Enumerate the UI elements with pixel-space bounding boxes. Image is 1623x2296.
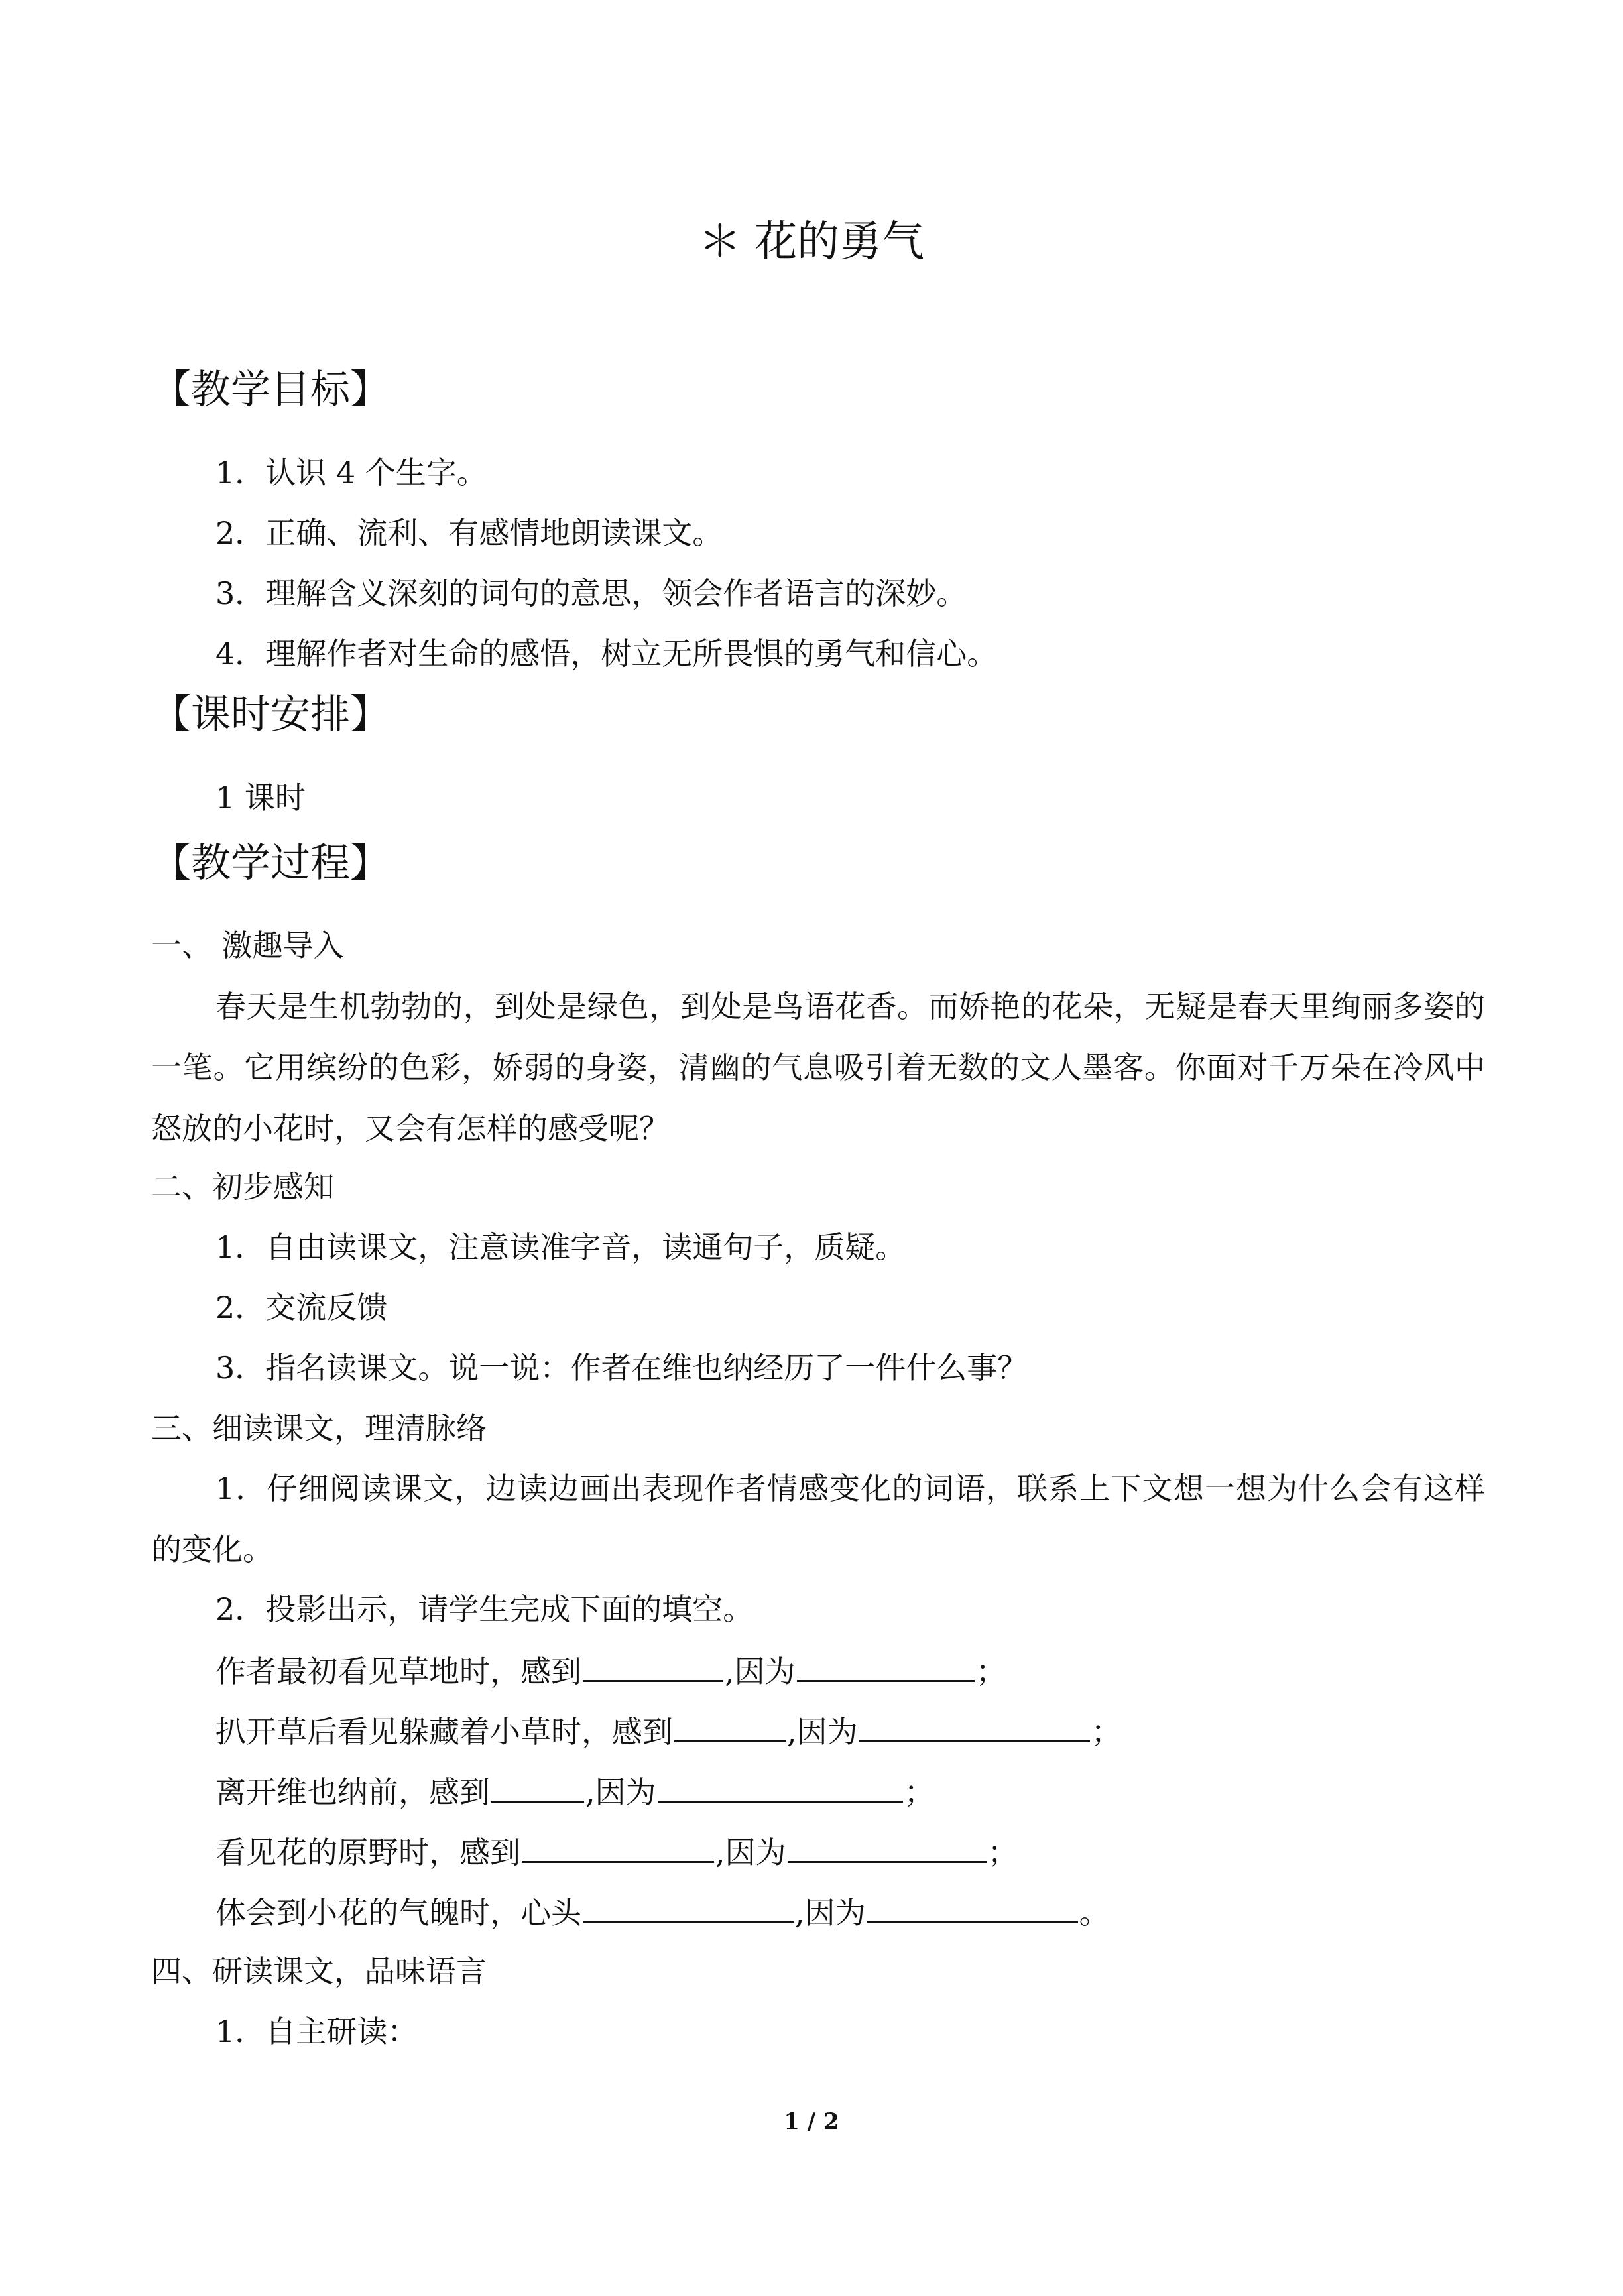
fill-end: ； — [904, 1774, 935, 1810]
section-heading-schedule: 【课时安排】 — [151, 692, 390, 738]
fill-because: ,因为 — [585, 1774, 656, 1810]
part2-item-3: 3．指名读课文。说一说：作者在维也纳经历了一件什么事？ — [215, 1350, 1028, 1386]
part3-title: 三、细读课文，理清脉络 — [151, 1410, 487, 1446]
goal-item-4: 4．理解作者对生命的感悟，树立无所畏惧的勇气和信心。 — [215, 636, 998, 672]
part2-title: 二、初步感知 — [151, 1169, 334, 1205]
fill-prefix: 看见花的原野时，感到 — [215, 1835, 520, 1870]
fill-blank — [583, 1891, 794, 1923]
part1-paragraph: 春天是生机勃勃的，到处是绿色，到处是鸟语花香。而娇艳的花朵，无疑是春天里绚丽多姿的一笔。它用缤纷的色彩，娇弱的身姿，清幽的气息吸引着无数的文人墨客。你面对千万朵在冷风中怒放的小花时，又会有怎样的感受呢？ — [151, 989, 1485, 1146]
part4-item-1: 1．自主研读： — [215, 2014, 418, 2049]
section-heading-process: 【教学过程】 — [151, 840, 390, 886]
goal-item-2: 2．正确、流利、有感情地朗读课文。 — [215, 515, 723, 551]
page-title: ＊ 花的勇气 — [698, 217, 925, 267]
fill-blank — [859, 1710, 1090, 1742]
fill-line-4 — [215, 1831, 1018, 1872]
fill-blank — [491, 1770, 584, 1803]
fill-blank — [658, 1770, 903, 1803]
fill-line-3 — [215, 1770, 935, 1812]
page-number: 1 / 2 — [784, 2108, 839, 2135]
fill-prefix: 作者最初看见草地时，感到 — [215, 1654, 581, 1689]
schedule-text: 1 课时 — [215, 780, 306, 816]
fill-end: ； — [1091, 1714, 1122, 1750]
fill-blank — [867, 1891, 1078, 1923]
part2-item-2: 2．交流反馈 — [215, 1290, 388, 1325]
part3-paragraph: 1．仔细阅读课文，边读边画出表现作者情感变化的词语，联系上下文想一想为什么会有这样的变化。 — [151, 1471, 1485, 1567]
fill-line-5 — [215, 1891, 1110, 1933]
part3-item-2: 2．投影出示，请学生完成下面的填空。 — [215, 1591, 754, 1627]
fill-blank — [674, 1710, 786, 1742]
goal-item-1: 1．认识 4 个生字。 — [215, 455, 487, 491]
fill-because: ,因为 — [787, 1714, 858, 1750]
fill-end: ； — [975, 1654, 1006, 1689]
part2-item-1: 1．自由读课文，注意读准字音，读通句子，质疑。 — [215, 1229, 906, 1265]
fill-line-1 — [215, 1650, 1006, 1691]
fill-blank — [797, 1650, 975, 1682]
fill-prefix: 体会到小花的气魄时，心头 — [215, 1895, 581, 1931]
goal-item-3: 3．理解含义深刻的词句的意思，领会作者语言的深妙。 — [215, 575, 967, 611]
section-heading-goals: 【教学目标】 — [151, 367, 390, 413]
fill-prefix: 扒开草后看见躲藏着小草时，感到 — [215, 1714, 673, 1750]
part1-title: 一、 激趣导入 — [151, 928, 344, 963]
fill-blank — [522, 1831, 714, 1863]
fill-blank — [583, 1650, 723, 1682]
fill-end: ； — [987, 1835, 1018, 1870]
fill-prefix: 离开维也纳前，感到 — [215, 1774, 490, 1810]
fill-end: 。 — [1079, 1895, 1110, 1931]
fill-because: ,因为 — [795, 1895, 866, 1931]
fill-line-2 — [215, 1710, 1122, 1752]
fill-blank — [788, 1831, 987, 1863]
fill-because: ,因为 — [725, 1654, 796, 1689]
fill-because: ,因为 — [715, 1835, 786, 1870]
part4-title: 四、研读课文，品味语言 — [151, 1953, 487, 1989]
